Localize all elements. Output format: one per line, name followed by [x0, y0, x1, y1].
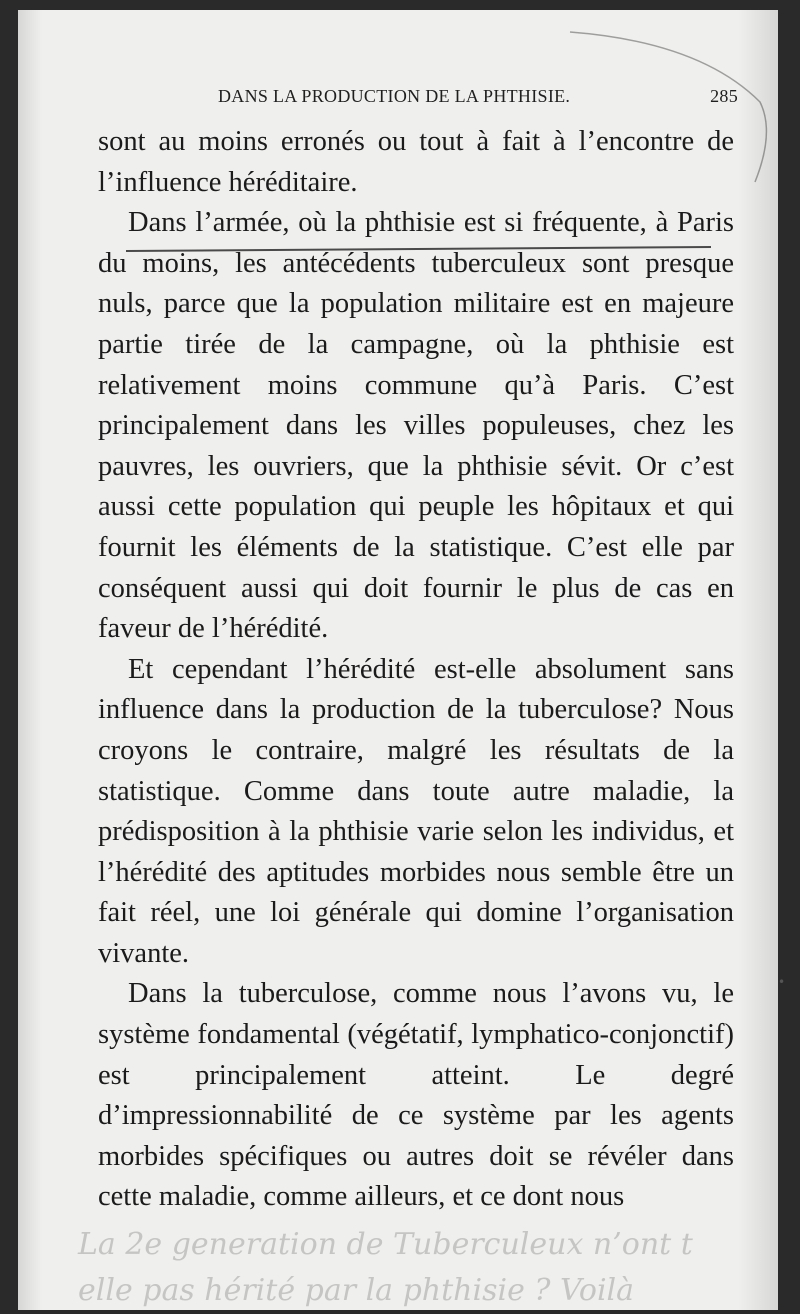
page-edge-shadow — [738, 10, 778, 1310]
paragraph-2: Dans l’armée, où la phthisie est si fréquente, à Paris du moins, les antécédents tuberculeux sont presque nuls, parce que la population militaire est en majeure partie tirée de la campagne, où la phthisie est relativement moins commune qu’à Paris. C’est principalement dans les villes populeuses, chez les pauvres, les ouvriers, que la phthisie sévit. Or c’est aussi cette population qui peuple les hôpitaux et qui fournit les éléments de la statistique. C’est elle par conséquent aussi qui doit fournir le plus de cas en faveur de l’hérédité. — [98, 207, 734, 645]
running-header — [218, 86, 738, 116]
page-number: 285 — [710, 86, 738, 106]
margin-speck: • — [778, 975, 786, 989]
paragraph-4: Dans la tuberculose, comme nous l’avons vu, le système fondamental (végétatif, lymphatico-conjonctif) est principalement atteint. Le degré d’impressionnabilité de ce système par les agents morbides spécifiques ou autres doit se révéler dans cette maladie, comme ailleurs, et ce dont nous — [98, 978, 734, 1213]
body-text — [98, 122, 734, 1218]
handwritten-note — [78, 1222, 778, 1312]
paragraph-1: sont au moins erronés ou tout à fait à l’encontre de l’influence héréditaire. — [98, 126, 734, 198]
handwritten-line-1: La 2e generation de Tuberculeux n’ont t — [78, 1227, 693, 1262]
paragraph-3: Et cependant l’hérédité est-elle absolument sans influence dans la production de la tuberculose? Nous croyons le contraire, malgré les résultats de la statistique. Comme dans toute autre maladie, la prédisposition à la phthisie varie selon les individus, et l’hérédité des aptitudes morbides nous semble être un fait réel, une loi générale qui domine l’organisation vivante. — [98, 653, 734, 969]
handwritten-line-2: elle pas hérité par la phthisie ? Voilà — [78, 1273, 635, 1308]
page-gutter-shadow — [18, 10, 42, 1310]
book-page — [18, 10, 786, 1310]
running-title: DANS LA PRODUCTION DE LA PHTHISIE. — [218, 86, 571, 106]
